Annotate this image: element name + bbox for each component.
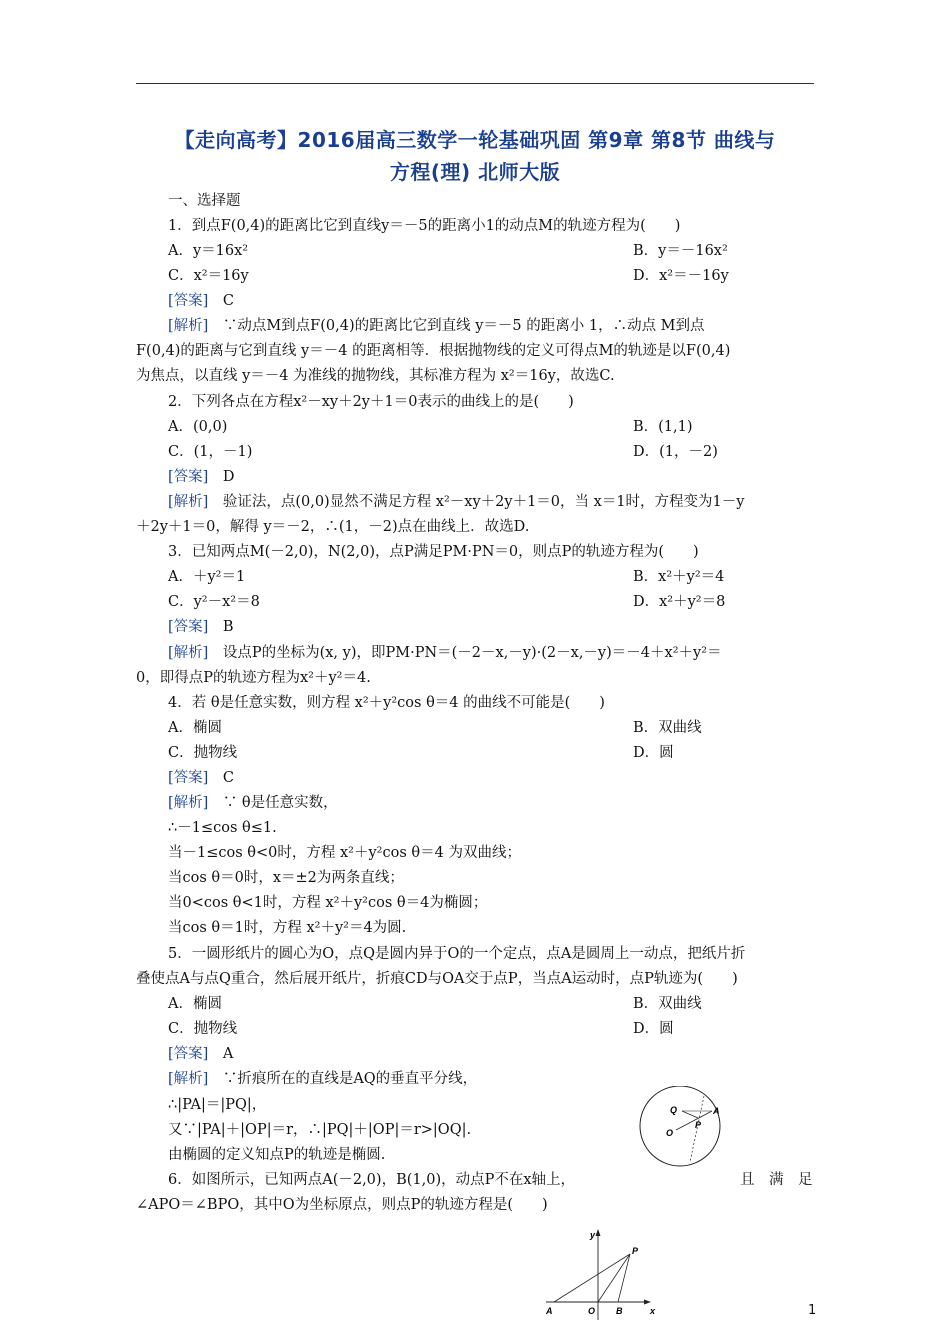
q3-analysis-line1: [解析] 设点P的坐标为(x, y)，即PM·PN＝(－2－x,－y)·(2－x,－y)＝－4＋x²＋y²＝ <box>168 645 722 661</box>
circle-fold-figure <box>632 1086 728 1170</box>
q2-opt-b: B．(1,1) <box>633 419 693 435</box>
fig2-label-y: y <box>590 1230 596 1240</box>
q4-analysis-line2: ∴－1≤cos θ≤1. <box>168 820 277 836</box>
q4-analysis-line4: 当cos θ＝0时，x＝±2为两条直线； <box>168 870 404 886</box>
q1-opt-c: C．x²＝16y <box>168 268 249 284</box>
q5-opt-a: A．椭圆 <box>168 996 222 1012</box>
q5-analysis-line1: [解析] ∵折痕所在的直线是AQ的垂直平分线， <box>168 1071 478 1087</box>
q3-answer: [答案] B <box>168 619 234 635</box>
q6-stem-line1: 6．如图所示，已知两点A(－2,0)，B(1,0)，动点P不在x轴上， 且 满 足 <box>168 1172 813 1188</box>
q5-stem-line1: 5．一圆形纸片的圆心为O，点Q是圆内异于O的一个定点，点A是圆周上一动点，把纸片折 <box>168 946 746 962</box>
page-number: 1 <box>808 1303 817 1318</box>
q6-stem-line2: ∠APO＝∠BPO，其中O为坐标原点，则点P的轨迹方程是( ) <box>136 1197 548 1213</box>
q2-opt-c: C．(1，－1) <box>168 444 253 460</box>
q1-opt-b: B．y＝－16x² <box>633 243 728 259</box>
coordinate-figure <box>538 1226 664 1322</box>
q5-opt-c: C．抛物线 <box>168 1021 238 1037</box>
q5-opt-d: D．圆 <box>633 1021 674 1037</box>
q1-answer-value: C <box>222 293 234 309</box>
q3-opt-c: C．y²－x²＝8 <box>168 594 260 610</box>
q1-opt-a: A．y＝16x² <box>168 243 249 259</box>
q2-analysis-line1: [解析] 验证法，点(0,0)显然不满足方程 x²－xy＋2y＋1＝0，当 x＝1时，方程变为1－y <box>168 494 745 510</box>
q1-stem: 1．到点F(0,4)的距离比它到直线y＝－5的距离小1的动点M的轨迹方程为( ) <box>168 218 681 234</box>
q4-analysis-line3: 当－1≤cos θ<0时，方程 x²＋y²cos θ＝4 为双曲线； <box>168 845 521 861</box>
answer-tag: [答案] <box>168 293 209 309</box>
q1-analysis-line1: [解析] ∵动点M到点F(0,4)的距离比它到直线 y＝－5 的距离小 1，∴动点 M到点 <box>168 318 705 334</box>
analysis-tag: [解析] <box>168 318 209 334</box>
q4-opt-a: A．椭圆 <box>168 720 222 736</box>
q4-opt-b: B．双曲线 <box>633 720 702 736</box>
fig2-label-b: B <box>616 1306 623 1316</box>
q5-options-cd <box>168 1019 814 1039</box>
fig2-label-a: A <box>546 1306 553 1316</box>
fig1-label-o: O <box>666 1128 674 1138</box>
q1-answer <box>168 291 814 311</box>
q5-stem-line2: 叠使点A与点Q重合，然后展开纸片，折痕CD与OA交于点P，当点A运动时，点P轨迹为( ) <box>136 971 738 987</box>
q2-options-ab <box>168 417 814 437</box>
q4-analysis-line6: 当cos θ＝1时，方程 x²＋y²＝4为圆. <box>168 920 407 936</box>
segment-QP <box>682 1111 698 1118</box>
doc-title-line1: 【走向高考】2016届高三数学一轮基础巩固 第9章 第8节 曲线与 <box>174 128 776 152</box>
q3-opt-d: D．x²＋y²＝8 <box>633 594 726 610</box>
fig1-label-q: Q <box>670 1105 678 1115</box>
doc-title-line2: 方程(理) 北师大版 <box>389 160 561 184</box>
segment-OP <box>598 1254 630 1302</box>
q3-options-ab <box>168 567 814 587</box>
fig2-label-p: P <box>632 1246 639 1256</box>
q4-answer: [答案] C <box>168 770 234 786</box>
q3-opt-b: B．x²＋y²＝4 <box>633 569 725 585</box>
q1-options-ab <box>168 241 814 261</box>
paper-circle <box>640 1086 720 1166</box>
fig2-label-o: O <box>588 1306 596 1316</box>
fig1-label-a: A <box>713 1106 720 1116</box>
q5-analysis-line3: 又∵|PA|＋|OP|＝r，∴|PQ|＋|OP|＝r>|OQ|. <box>168 1122 472 1138</box>
q5-analysis-line4: 由椭圆的定义知点P的轨迹是椭圆. <box>168 1147 386 1163</box>
header-rule <box>136 83 814 84</box>
q2-stem: 2．下列各点在方程x²－xy＋2y＋1＝0表示的曲线上的是( ) <box>168 394 574 410</box>
q2-analysis-line2: ＋2y＋1＝0，解得 y＝－2，∴(1，－2)点在曲线上．故选D. <box>136 519 530 535</box>
q4-analysis-line1: [解析] ∵ θ是任意实数， <box>168 795 338 811</box>
q4-analysis-line5: 当0<cos θ<1时，方程 x²＋y²cos θ＝4为椭圆； <box>168 895 488 911</box>
q5-options-ab <box>168 994 814 1014</box>
q2-opt-d: D．(1，－2) <box>633 444 718 460</box>
q2-answer: [答案] D <box>168 469 235 485</box>
fig1-label-p: P <box>695 1120 702 1130</box>
q5-opt-b: B．双曲线 <box>633 996 702 1012</box>
q4-opt-c: C．抛物线 <box>168 745 238 761</box>
q3-analysis-line2: 0，即得点P的轨迹方程为x²＋y²＝4. <box>136 670 371 686</box>
q2-options-cd <box>168 442 814 462</box>
q3-options-cd <box>168 592 814 612</box>
q1-analysis-line2: F(0,4)的距离与它到直线 y＝－4 的距离相等．根据抛物线的定义可得点M的轨迹是以F(0,4) <box>136 343 731 359</box>
q4-opt-d: D．圆 <box>633 745 674 761</box>
segment-AP <box>554 1254 630 1302</box>
segment-BP <box>618 1254 630 1302</box>
radius-OA <box>676 1111 712 1130</box>
q1-options-cd <box>168 266 814 286</box>
section-heading: 一、选择题 <box>168 193 241 209</box>
q1-analysis-line3: 为焦点，以直线 y＝－4 为准线的抛物线，其标准方程为 x²＝16y，故选C. <box>136 368 615 384</box>
y-axis-arrow <box>596 1229 601 1236</box>
q5-answer: [答案] A <box>168 1046 234 1062</box>
x-axis-arrow <box>644 1300 651 1305</box>
q4-stem: 4．若 θ是任意实数，则方程 x²＋y²cos θ＝4 的曲线不可能是( ) <box>168 695 605 711</box>
q4-options-ab <box>168 718 814 738</box>
q1-opt-d: D．x²＝－16y <box>633 268 729 284</box>
q5-analysis-line2: ∴|PA|＝|PQ|， <box>168 1097 267 1113</box>
q3-stem: 3．已知两点M(－2,0)，N(2,0)，点P满足PM·PN＝0，则点P的轨迹方程为( ) <box>168 544 699 560</box>
q2-opt-a: A．(0,0) <box>168 419 228 435</box>
fig2-label-x: x <box>650 1306 656 1316</box>
q4-options-cd <box>168 743 814 763</box>
q3-opt-a: A．＋y²＝1 <box>168 569 246 585</box>
